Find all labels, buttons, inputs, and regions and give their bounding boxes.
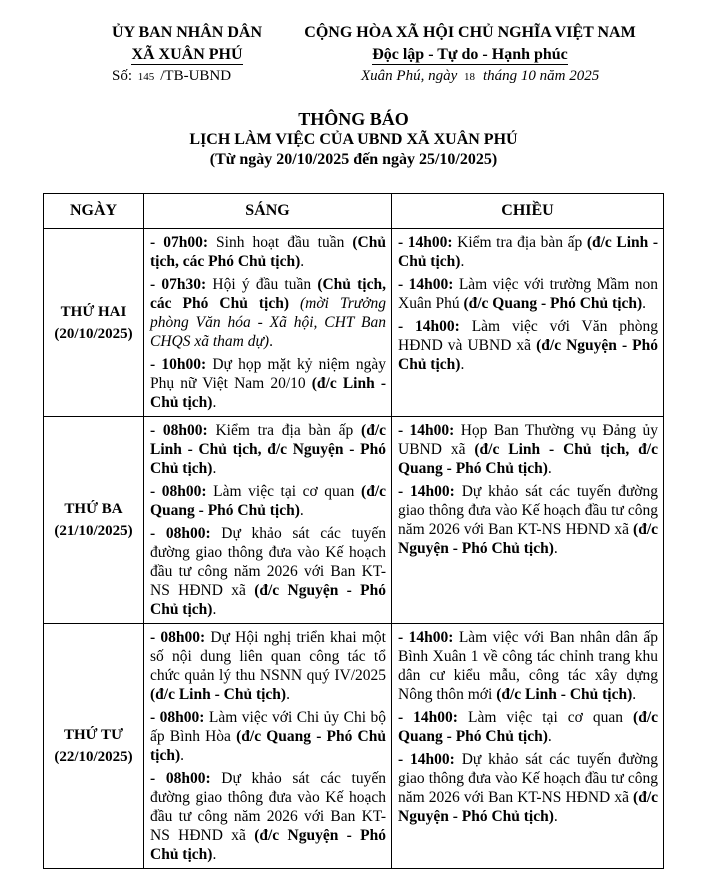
item-person: (đ/c Quang - Phó Chủ tịch) — [398, 709, 658, 745]
item-person: (đ/c Linh - Chủ tịch, đ/c Nguyện - Phó Chủ tịch) — [150, 422, 386, 477]
item-end: . — [553, 808, 558, 825]
item-text: Dự khảo sát các tuyến đường giao thông đưa vào Kế hoạch đầu tư công năm 2026 với Ban KT-NS HĐND xã — [398, 751, 658, 806]
org-header — [88, 22, 286, 66]
morning-cell — [144, 417, 392, 624]
header-day: NGÀY — [44, 194, 144, 229]
item-end: . — [547, 728, 552, 745]
item-end: . — [286, 686, 290, 703]
item-person: (đ/c Linh - Chủ tịch) — [398, 234, 659, 270]
table-row — [44, 229, 664, 417]
item-text: Làm việc với trường Mầm non Xuân Phú — [398, 276, 658, 312]
schedule-item — [398, 317, 658, 374]
item-text: Làm việc tại cơ quan — [206, 483, 362, 500]
item-text: Dự khảo sát các tuyến đường giao thông đưa vào Kế hoạch đầu tư công năm 2026 với Ban KT-NS HĐND xã — [398, 483, 658, 538]
item-end: . — [300, 253, 305, 270]
item-text: Dự Hội nghị triển khai một số nội dung liên quan công tác tổ chức quản lý thu NSNN quý IV/2025 — [150, 629, 386, 684]
item-text: Hội ý đầu tuần — [206, 276, 318, 293]
item-end: . — [269, 333, 273, 350]
document-title — [0, 108, 707, 170]
schedule-item — [150, 482, 386, 520]
day-cell — [44, 624, 144, 869]
item-person: (đ/c Linh - Chủ tịch, đ/c Quang - Phó Chủ tịch) — [398, 441, 658, 477]
item-text: Làm việc với Ban nhân dân ấp Bình Xuân 1 về công tác chỉnh trang khu dân cư kiểu mẫu, công tác xây dựng Nông thôn mới — [398, 629, 658, 703]
item-person: (đ/c Quang - Phó Chủ tịch) — [463, 295, 643, 312]
issue-date-suffix: tháng 10 năm 2025 — [482, 68, 600, 84]
nation-motto: Độc lập - Tự do - Hạnh phúc — [372, 46, 568, 63]
schedule-item — [150, 421, 386, 478]
nation-name: CỘNG HÒA XÃ HỘI CHỦ NGHĨA VIỆT NAM — [304, 24, 636, 41]
title-sub: LỊCH LÀM VIỆC CỦA UBND XÃ XUÂN PHÚ — [189, 131, 518, 148]
table-row — [44, 417, 664, 624]
day-name: THỨ HAI — [60, 303, 127, 320]
item-text: Làm việc tại cơ quan — [457, 709, 634, 726]
item-time: - 07h30: — [150, 276, 207, 293]
morning-cell — [144, 229, 392, 417]
item-person: (đ/c Nguyện - Phó Chủ tịch) — [398, 521, 658, 557]
schedule-item — [398, 750, 658, 826]
item-time: - 08h00: — [150, 709, 205, 726]
schedule-item — [150, 769, 386, 864]
schedule-item — [398, 233, 658, 271]
schedule-item — [398, 708, 658, 746]
item-end: . — [180, 747, 185, 764]
doc-number-value: 145 — [137, 71, 155, 83]
schedule-item — [398, 628, 658, 704]
item-text: Làm việc với Chi ủy Chi bộ ấp Bình Hòa — [150, 709, 386, 745]
item-time: - 08h00: — [150, 629, 206, 646]
item-end: . — [212, 460, 217, 477]
table-row — [44, 624, 664, 869]
item-end: . — [460, 253, 465, 270]
item-end: . — [553, 540, 558, 557]
doc-number-prefix: Số: — [112, 68, 133, 84]
item-text: Họp Ban Thường vụ Đảng ủy UBND xã — [398, 422, 658, 458]
item-time: - 10h00: — [150, 356, 207, 373]
afternoon-cell — [392, 417, 664, 624]
afternoon-cell — [392, 624, 664, 869]
item-note: (mời Trưởng phòng Văn hóa - Xã hội, CHT Ban CHQS xã tham dự) — [150, 295, 386, 350]
day-name: THỨ TƯ — [63, 727, 124, 743]
item-time: - 14h00: — [398, 483, 455, 500]
item-person: (đ/c Linh - Chủ tịch) — [496, 686, 633, 703]
item-person: (đ/c Linh - Chủ tịch) — [150, 375, 387, 411]
schedule-item — [150, 628, 386, 704]
day-cell — [44, 417, 144, 624]
item-person: (đ/c Quang - Phó Chủ tịch) — [150, 728, 386, 764]
item-time: - 08h00: — [150, 422, 208, 439]
item-time: - 08h00: — [150, 525, 211, 542]
item-time: - 08h00: — [150, 770, 211, 787]
header-afternoon: CHIỀU — [392, 194, 664, 229]
item-end: . — [547, 460, 552, 477]
item-text: Dự khảo sát các tuyến đường giao thông đưa vào Kế hoạch đầu tư công năm 2026 với Ban KT-NS HĐND xã — [150, 770, 386, 844]
schedule-item — [398, 275, 658, 313]
item-end: . — [632, 686, 637, 703]
item-person: (Chủ tịch, các Phó Chủ tịch) — [150, 234, 386, 270]
item-text: Dự họp mặt kỷ niệm ngày Phụ nữ Việt Nam 20/10 — [150, 356, 386, 392]
item-text: Kiểm tra địa bàn ấp — [207, 422, 362, 439]
item-time: - 14h00: — [398, 422, 455, 439]
morning-cell — [144, 624, 392, 869]
title-date-range: (Từ ngày 20/10/2025 đến ngày 25/10/2025) — [209, 151, 498, 168]
header-morning: SÁNG — [144, 194, 392, 229]
item-end: . — [460, 356, 465, 373]
schedule-item — [150, 355, 386, 412]
day-date: (20/10/2025) — [54, 325, 133, 342]
issue-date-prefix: Xuân Phú, ngày — [361, 68, 458, 84]
nation-header — [290, 22, 650, 66]
title-main: THÔNG BÁO — [298, 109, 409, 129]
item-end: . — [299, 502, 304, 519]
item-time: - 14h00: — [398, 709, 458, 726]
item-person: (đ/c Linh - Chủ tịch) — [150, 686, 287, 703]
item-time: - 14h00: — [398, 318, 460, 335]
item-time: - 14h00: — [398, 276, 454, 293]
schedule-item — [150, 233, 386, 271]
day-name: THỨ BA — [64, 501, 123, 517]
item-time: - 14h00: — [398, 629, 454, 646]
item-end: . — [642, 295, 647, 312]
item-end: . — [212, 394, 217, 411]
item-end: . — [212, 601, 217, 618]
item-person: (đ/c Nguyện - Phó Chủ tịch) — [150, 827, 386, 863]
item-text: Làm việc với Văn phòng HĐND và UBND xã — [398, 318, 658, 354]
item-time: - 14h00: — [398, 751, 455, 768]
schedule-item — [150, 708, 386, 765]
item-text: Dự khảo sát các tuyến đường giao thông đưa vào Kế hoạch đầu tư công năm 2026 với Ban KT-NS HĐND xã — [150, 525, 386, 599]
document-number — [112, 68, 231, 85]
item-time: - 07h00: — [150, 234, 208, 251]
item-person: (đ/c Nguyện - Phó Chủ tịch) — [150, 582, 386, 618]
schedule-item — [398, 421, 658, 478]
item-person: (đ/c Quang - Phó Chủ tịch) — [150, 483, 386, 519]
issue-date — [361, 68, 599, 85]
issue-date-day: 18 — [463, 71, 475, 83]
doc-number-suffix: /TB-UBND — [160, 68, 232, 84]
item-person: (đ/c Nguyện - Phó Chủ tịch) — [398, 337, 658, 373]
schedule-table — [43, 193, 664, 869]
day-date: (21/10/2025) — [54, 523, 133, 539]
org-name-line2: XÃ XUÂN PHÚ — [131, 46, 243, 63]
day-date: (22/10/2025) — [54, 749, 133, 765]
item-time: - 08h00: — [150, 483, 207, 500]
schedule-item — [150, 524, 386, 619]
item-time: - 14h00: — [398, 234, 453, 251]
org-name-line1: ỦY BAN NHÂN DÂN — [111, 24, 263, 41]
table-header-row — [44, 194, 664, 229]
schedule-item — [150, 275, 386, 351]
item-text: Kiểm tra địa bàn ấp — [452, 234, 587, 251]
item-text: Sinh hoạt đầu tuần — [208, 234, 353, 251]
item-end: . — [212, 846, 217, 863]
item-person: (Chủ tịch, các Phó Chủ tịch) — [150, 276, 386, 312]
afternoon-cell — [392, 229, 664, 417]
day-cell — [44, 229, 144, 417]
item-person: (đ/c Nguyện - Phó Chủ tịch) — [398, 789, 658, 825]
schedule-item — [398, 482, 658, 558]
